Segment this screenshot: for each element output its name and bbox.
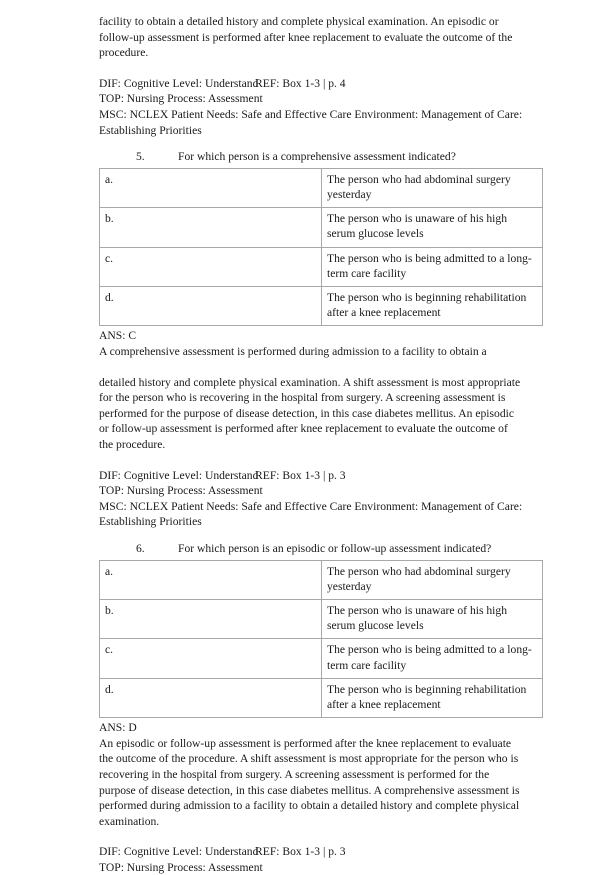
top-line: TOP: Nursing Process: Assessment	[99, 484, 263, 498]
table-row	[100, 678, 543, 717]
question-5-options-table	[99, 168, 543, 327]
table-row	[100, 639, 543, 678]
ref-group	[255, 76, 346, 92]
option-text[interactable]: The person who had abdominal surgery yesterday	[322, 168, 543, 207]
option-letter[interactable]: c.	[100, 247, 322, 286]
question-5-answer: ANS: C	[99, 329, 137, 343]
option-text[interactable]: The person who is being admitted to a long-term care facility	[322, 247, 543, 286]
metadata-block-2	[99, 468, 522, 530]
ref-group	[255, 468, 346, 484]
option-text[interactable]: The person who is being admitted to a long-term care facility	[322, 639, 543, 678]
spacer	[99, 138, 522, 149]
question-6-answer: ANS: D	[99, 721, 137, 735]
option-letter[interactable]: c.	[100, 639, 322, 678]
intro-paragraph: facility to obtain a detailed history and complete physical examination. An episodic or follow-up assessment is performed after knee replacement to evaluate the outcome of the procedure.	[99, 15, 513, 60]
dif-label: DIF:	[99, 845, 121, 859]
option-text[interactable]: The person who is beginning rehabilitation after a knee replacement	[322, 678, 543, 717]
msc-line: MSC: NCLEX Patient Needs: Safe and Effective Care Environment: Management of Care:	[99, 499, 523, 513]
table-row	[100, 208, 543, 247]
spacer	[99, 61, 522, 76]
dif-label: DIF:	[99, 468, 121, 482]
dif-label: DIF:	[99, 76, 121, 90]
table-row	[100, 286, 543, 325]
ref-label: REF:	[255, 845, 280, 859]
spacer	[99, 530, 522, 541]
top-line: TOP: Nursing Process: Assessment	[99, 860, 263, 874]
option-letter[interactable]: b.	[100, 599, 322, 638]
ref-group	[255, 844, 346, 860]
question-5-rationale-part2: detailed history and complete physical examination. A shift assessment is most appropriate for the person who is recovering in the hospital from surgery. A screening assessment is performed for the purpose of disease detection, in this case diabetes mellitus. An episodic or follow-up assessment is performed after knee replacement to evaluate the outcome of the procedure.	[99, 375, 521, 451]
option-text[interactable]: The person who is beginning rehabilitation after a knee replacement	[322, 286, 543, 325]
dif-value: Cognitive Level: Understand	[123, 468, 259, 482]
msc-line: MSC: NCLEX Patient Needs: Safe and Effective Care Environment: Management of Care:	[99, 107, 523, 121]
option-letter[interactable]: d.	[100, 286, 322, 325]
spacer	[99, 360, 522, 375]
question-6-number: 6.	[136, 541, 145, 555]
dif-ref-row	[99, 844, 522, 860]
question-6-rationale: An episodic or follow-up assessment is performed after the knee replacement to evaluate the outcome of the procedure. A shift assessment is most appropriate for the person who is recovering in the hospital from surgery. A screening assessment is performed for the purpose of disease detection, in this case diabetes mellitus. A comprehensive assessment is performed during admission to a facility to obtain a detailed history and complete physical examination.	[99, 736, 520, 828]
top-line: TOP: Nursing Process: Assessment	[99, 92, 263, 106]
table-row	[100, 599, 543, 638]
dif-value: Cognitive Level: Understand	[123, 845, 259, 859]
option-letter[interactable]: d.	[100, 678, 322, 717]
option-text[interactable]: The person who had abdominal surgery yesterday	[322, 560, 543, 599]
option-letter[interactable]: a.	[100, 168, 322, 207]
option-text[interactable]: The person who is unaware of his high serum glucose levels	[322, 599, 543, 638]
option-letter[interactable]: b.	[100, 208, 322, 247]
msc-line-continued: Establishing Priorities	[99, 123, 202, 137]
ref-label: REF:	[255, 468, 280, 482]
ref-label: REF:	[255, 76, 280, 90]
question-5-line	[99, 149, 522, 165]
ref-value: Box 1-3 | p. 3	[282, 468, 346, 482]
question-6-line	[99, 541, 522, 557]
question-6-text: For which person is an episodic or follow-up assessment indicated?	[178, 541, 492, 555]
question-5-number: 5.	[136, 150, 145, 164]
spacer	[99, 453, 522, 468]
option-letter[interactable]: a.	[100, 560, 322, 599]
dif-ref-row	[99, 468, 522, 484]
table-row	[100, 560, 543, 599]
dif-ref-row	[99, 76, 522, 92]
spacer	[99, 829, 522, 844]
question-6-options-table	[99, 560, 543, 719]
table-row	[100, 247, 543, 286]
question-5-text: For which person is a comprehensive assessment indicated?	[178, 150, 456, 164]
metadata-block-3	[99, 844, 522, 875]
table-row	[100, 168, 543, 207]
dif-value: Cognitive Level: Understand	[123, 76, 259, 90]
msc-line-continued: Establishing Priorities	[99, 515, 202, 529]
ref-value: Box 1-3 | p. 3	[282, 845, 346, 859]
question-5-rationale-part1: A comprehensive assessment is performed during admission to a facility to obtain a	[99, 344, 487, 358]
option-text[interactable]: The person who is unaware of his high serum glucose levels	[322, 208, 543, 247]
ref-value: Box 1-3 | p. 4	[282, 76, 346, 90]
metadata-block-1	[99, 76, 522, 138]
